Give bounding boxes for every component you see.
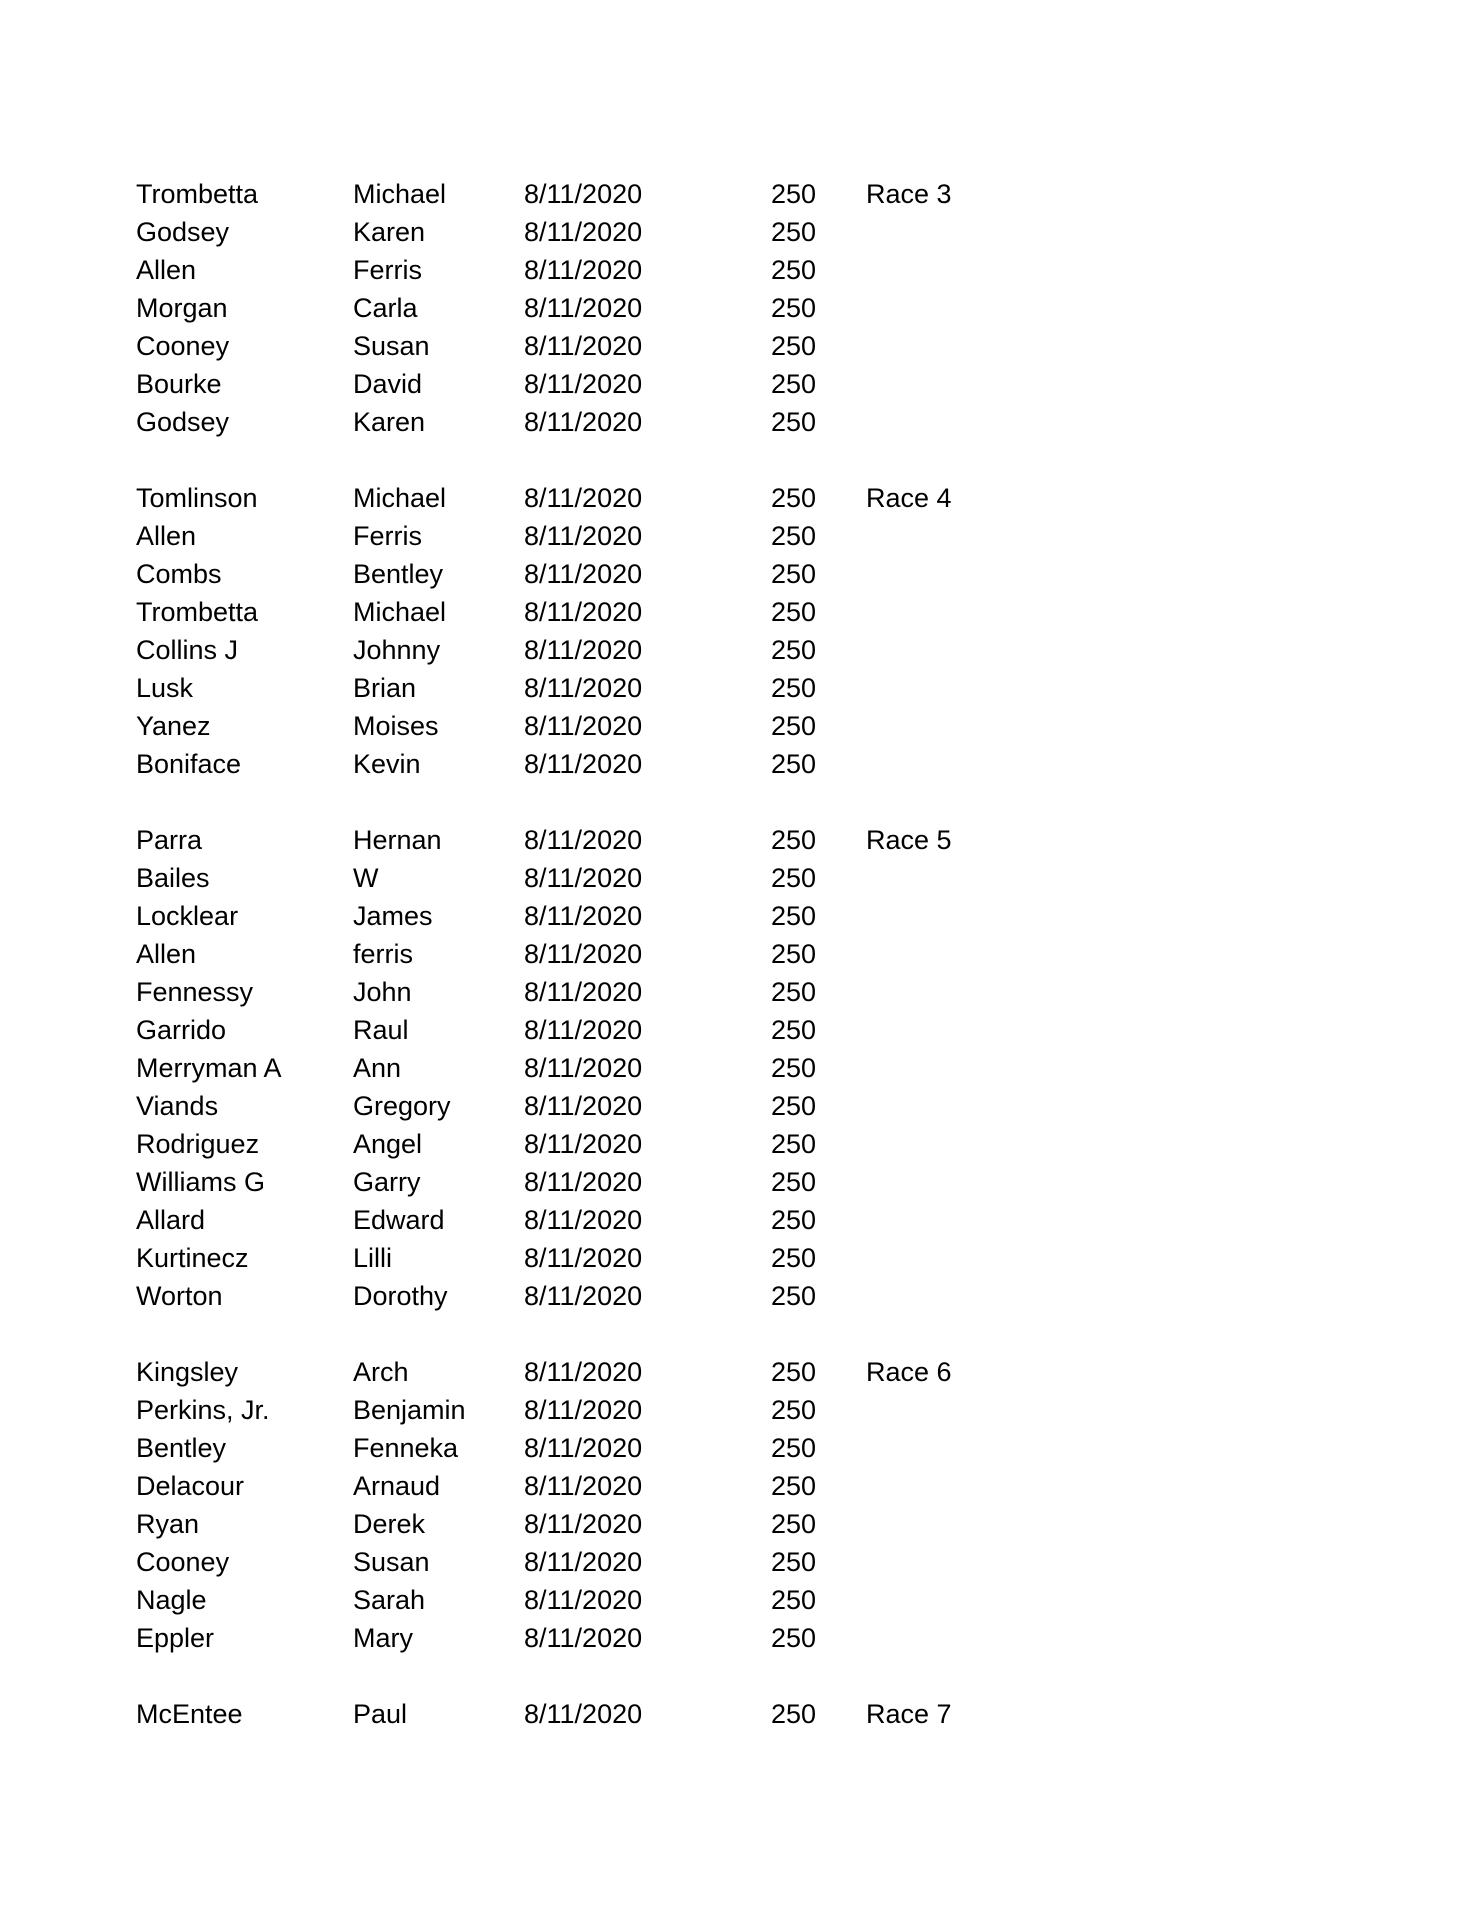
date-cell: 8/11/2020 — [524, 635, 643, 665]
date-cell: 8/11/2020 — [524, 1509, 643, 1539]
amount-cell: 250 — [771, 1281, 817, 1311]
date-cell: 8/11/2020 — [524, 1433, 643, 1463]
table-row — [0, 251, 1484, 289]
last-name-cell: Allen — [136, 521, 197, 551]
table-row — [0, 1353, 1484, 1391]
last-name-cell: Kurtinecz — [136, 1243, 249, 1273]
first-name-cell: ferris — [353, 939, 413, 969]
first-name-cell: Ferris — [353, 521, 422, 551]
amount-cell: 250 — [771, 1015, 817, 1045]
amount-cell: 250 — [771, 483, 817, 513]
amount-cell: 250 — [771, 673, 817, 703]
date-cell: 8/11/2020 — [524, 863, 643, 893]
last-name-cell: Locklear — [136, 901, 239, 931]
last-name-cell: Fennessy — [136, 977, 254, 1007]
first-name-cell: Raul — [353, 1015, 409, 1045]
date-cell: 8/11/2020 — [524, 1015, 643, 1045]
last-name-cell: Garrido — [136, 1015, 227, 1045]
table-row — [0, 403, 1484, 441]
date-cell: 8/11/2020 — [524, 255, 643, 285]
amount-cell: 250 — [771, 331, 817, 361]
first-name-cell: Kevin — [353, 749, 421, 779]
table-row — [0, 745, 1484, 783]
amount-cell: 250 — [771, 1585, 817, 1615]
date-cell: 8/11/2020 — [524, 369, 643, 399]
amount-cell: 250 — [771, 179, 817, 209]
first-name-cell: Benjamin — [353, 1395, 466, 1425]
last-name-cell: Merryman A — [136, 1053, 282, 1083]
table-row — [0, 859, 1484, 897]
amount-cell: 250 — [771, 559, 817, 589]
first-name-cell: Johnny — [353, 635, 441, 665]
date-cell: 8/11/2020 — [524, 711, 643, 741]
race-label-cell: Race 3 — [866, 179, 952, 209]
date-cell: 8/11/2020 — [524, 1471, 643, 1501]
table-row — [0, 897, 1484, 935]
last-name-cell: Tomlinson — [136, 483, 258, 513]
table-row — [0, 1619, 1484, 1657]
first-name-cell: Sarah — [353, 1585, 426, 1615]
amount-cell: 250 — [771, 1167, 817, 1197]
last-name-cell: Viands — [136, 1091, 219, 1121]
amount-cell: 250 — [771, 1205, 817, 1235]
first-name-cell: Mary — [353, 1623, 413, 1653]
date-cell: 8/11/2020 — [524, 483, 643, 513]
date-cell: 8/11/2020 — [524, 597, 643, 627]
table-row — [0, 1695, 1484, 1733]
last-name-cell: Worton — [136, 1281, 223, 1311]
date-cell: 8/11/2020 — [524, 1395, 643, 1425]
date-cell: 8/11/2020 — [524, 1129, 643, 1159]
first-name-cell: Karen — [353, 407, 426, 437]
last-name-cell: Yanez — [136, 711, 211, 741]
first-name-cell: Dorothy — [353, 1281, 448, 1311]
amount-cell: 250 — [771, 1547, 817, 1577]
last-name-cell: Godsey — [136, 217, 230, 247]
table-row — [0, 1277, 1484, 1315]
last-name-cell: Perkins, Jr. — [136, 1395, 270, 1425]
date-cell: 8/11/2020 — [524, 559, 643, 589]
first-name-cell: Karen — [353, 217, 426, 247]
last-name-cell: Allen — [136, 939, 197, 969]
date-cell: 8/11/2020 — [524, 673, 643, 703]
amount-cell: 250 — [771, 1471, 817, 1501]
race-label-cell: Race 7 — [866, 1699, 952, 1729]
date-cell: 8/11/2020 — [524, 1357, 643, 1387]
amount-cell: 250 — [771, 293, 817, 323]
last-name-cell: Eppler — [136, 1623, 215, 1653]
first-name-cell: Michael — [353, 179, 447, 209]
last-name-cell: Godsey — [136, 407, 230, 437]
date-cell: 8/11/2020 — [524, 1623, 643, 1653]
amount-cell: 250 — [771, 1243, 817, 1273]
table-row — [0, 631, 1484, 669]
first-name-cell: Lilli — [353, 1243, 393, 1273]
race-label-cell: Race 6 — [866, 1357, 952, 1387]
table-row — [0, 593, 1484, 631]
last-name-cell: Morgan — [136, 293, 228, 323]
last-name-cell: Collins J — [136, 635, 239, 665]
first-name-cell: John — [353, 977, 412, 1007]
amount-cell: 250 — [771, 863, 817, 893]
first-name-cell: Derek — [353, 1509, 426, 1539]
last-name-cell: Lusk — [136, 673, 194, 703]
last-name-cell: Parra — [136, 825, 203, 855]
table-row — [0, 327, 1484, 365]
date-cell: 8/11/2020 — [524, 1205, 643, 1235]
first-name-cell: Edward — [353, 1205, 445, 1235]
last-name-cell: Trombetta — [136, 179, 259, 209]
date-cell: 8/11/2020 — [524, 331, 643, 361]
table-row — [0, 1049, 1484, 1087]
date-cell: 8/11/2020 — [524, 749, 643, 779]
last-name-cell: Delacour — [136, 1471, 245, 1501]
last-name-cell: Boniface — [136, 749, 242, 779]
last-name-cell: Nagle — [136, 1585, 207, 1615]
first-name-cell: Susan — [353, 1547, 430, 1577]
date-cell: 8/11/2020 — [524, 1091, 643, 1121]
table-row — [0, 213, 1484, 251]
table-row — [0, 479, 1484, 517]
table-row — [0, 517, 1484, 555]
last-name-cell: Allard — [136, 1205, 206, 1235]
first-name-cell: Fenneka — [353, 1433, 459, 1463]
first-name-cell: Bentley — [353, 559, 444, 589]
first-name-cell: Ferris — [353, 255, 422, 285]
last-name-cell: Ryan — [136, 1509, 200, 1539]
date-cell: 8/11/2020 — [524, 1053, 643, 1083]
date-cell: 8/11/2020 — [524, 1547, 643, 1577]
table-row — [0, 935, 1484, 973]
table-row — [0, 1429, 1484, 1467]
last-name-cell: Allen — [136, 255, 197, 285]
first-name-cell: Moises — [353, 711, 439, 741]
amount-cell: 250 — [771, 825, 817, 855]
last-name-cell: Bourke — [136, 369, 222, 399]
table-row — [0, 669, 1484, 707]
table-row — [0, 973, 1484, 1011]
amount-cell: 250 — [771, 1699, 817, 1729]
table-row — [0, 1087, 1484, 1125]
amount-cell: 250 — [771, 977, 817, 1007]
table-row — [0, 1543, 1484, 1581]
first-name-cell: Ann — [353, 1053, 402, 1083]
amount-cell: 250 — [771, 217, 817, 247]
race-label-cell: Race 5 — [866, 825, 952, 855]
last-name-cell: McEntee — [136, 1699, 243, 1729]
amount-cell: 250 — [771, 1053, 817, 1083]
last-name-cell: Bentley — [136, 1433, 227, 1463]
first-name-cell: Gregory — [353, 1091, 451, 1121]
table-row — [0, 1163, 1484, 1201]
date-cell: 8/11/2020 — [524, 825, 643, 855]
last-name-cell: Combs — [136, 559, 222, 589]
table-row — [0, 1201, 1484, 1239]
table-row — [0, 289, 1484, 327]
amount-cell: 250 — [771, 1395, 817, 1425]
table-row — [0, 1467, 1484, 1505]
date-cell: 8/11/2020 — [524, 901, 643, 931]
amount-cell: 250 — [771, 711, 817, 741]
first-name-cell: Carla — [353, 293, 418, 323]
last-name-cell: Cooney — [136, 331, 230, 361]
first-name-cell: Angel — [353, 1129, 423, 1159]
first-name-cell: Susan — [353, 331, 430, 361]
date-cell: 8/11/2020 — [524, 1243, 643, 1273]
first-name-cell: Michael — [353, 597, 447, 627]
date-cell: 8/11/2020 — [524, 1585, 643, 1615]
race-label-cell: Race 4 — [866, 483, 952, 513]
table-row — [0, 175, 1484, 213]
last-name-cell: Williams G — [136, 1167, 265, 1197]
amount-cell: 250 — [771, 901, 817, 931]
table-row — [0, 1125, 1484, 1163]
date-cell: 8/11/2020 — [524, 939, 643, 969]
first-name-cell: Hernan — [353, 825, 442, 855]
first-name-cell: James — [353, 901, 433, 931]
table-row — [0, 1581, 1484, 1619]
date-cell: 8/11/2020 — [524, 407, 643, 437]
table-row — [0, 1011, 1484, 1049]
first-name-cell: Paul — [353, 1699, 408, 1729]
table-row — [0, 1239, 1484, 1277]
last-name-cell: Rodriguez — [136, 1129, 260, 1159]
amount-cell: 250 — [771, 597, 817, 627]
amount-cell: 250 — [771, 749, 817, 779]
table-row — [0, 1505, 1484, 1543]
amount-cell: 250 — [771, 1091, 817, 1121]
table-row — [0, 555, 1484, 593]
date-cell: 8/11/2020 — [524, 1281, 643, 1311]
date-cell: 8/11/2020 — [524, 217, 643, 247]
table-row — [0, 365, 1484, 403]
last-name-cell: Cooney — [136, 1547, 230, 1577]
amount-cell: 250 — [771, 939, 817, 969]
amount-cell: 250 — [771, 635, 817, 665]
last-name-cell: Kingsley — [136, 1357, 239, 1387]
first-name-cell: Garry — [353, 1167, 421, 1197]
amount-cell: 250 — [771, 369, 817, 399]
first-name-cell: Arnaud — [353, 1471, 441, 1501]
date-cell: 8/11/2020 — [524, 179, 643, 209]
amount-cell: 250 — [771, 1509, 817, 1539]
amount-cell: 250 — [771, 1357, 817, 1387]
date-cell: 8/11/2020 — [524, 977, 643, 1007]
table-row — [0, 1391, 1484, 1429]
amount-cell: 250 — [771, 1129, 817, 1159]
first-name-cell: Michael — [353, 483, 447, 513]
amount-cell: 250 — [771, 1433, 817, 1463]
date-cell: 8/11/2020 — [524, 293, 643, 323]
table-row — [0, 821, 1484, 859]
amount-cell: 250 — [771, 407, 817, 437]
amount-cell: 250 — [771, 255, 817, 285]
table-row — [0, 707, 1484, 745]
first-name-cell: David — [353, 369, 423, 399]
first-name-cell: W — [353, 863, 379, 893]
last-name-cell: Trombetta — [136, 597, 259, 627]
date-cell: 8/11/2020 — [524, 521, 643, 551]
first-name-cell: Brian — [353, 673, 417, 703]
first-name-cell: Arch — [353, 1357, 409, 1387]
amount-cell: 250 — [771, 1623, 817, 1653]
amount-cell: 250 — [771, 521, 817, 551]
date-cell: 8/11/2020 — [524, 1167, 643, 1197]
date-cell: 8/11/2020 — [524, 1699, 643, 1729]
last-name-cell: Bailes — [136, 863, 210, 893]
